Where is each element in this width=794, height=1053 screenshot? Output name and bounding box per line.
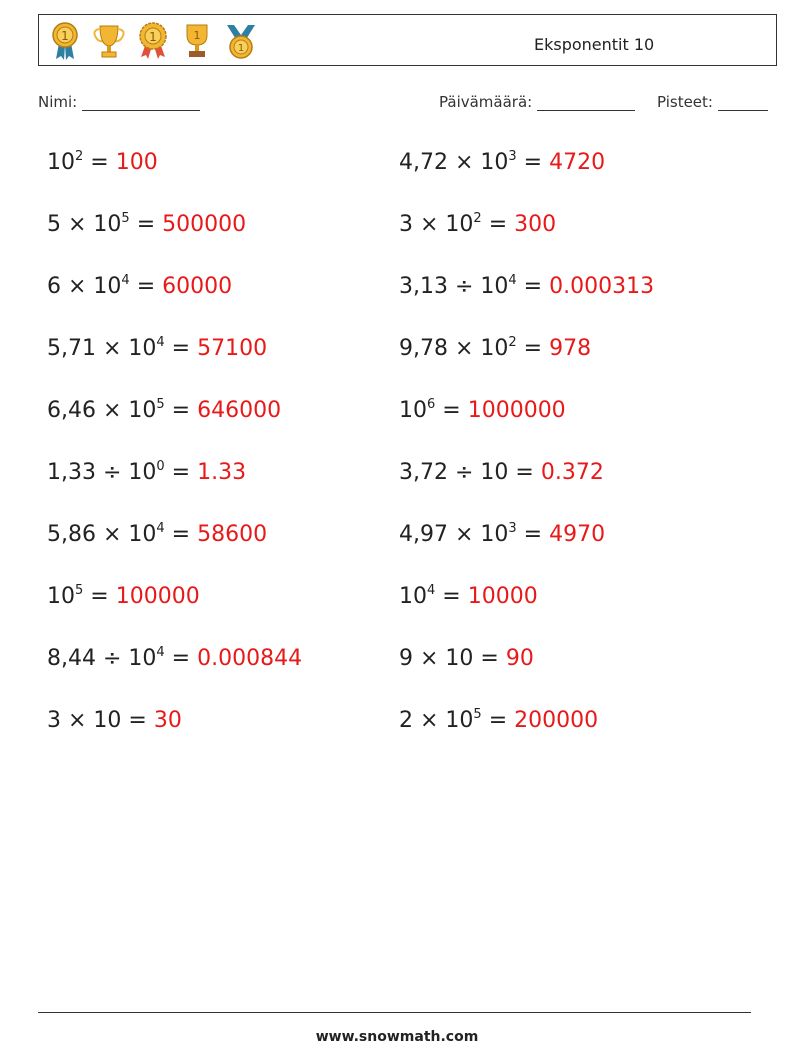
name-field[interactable] [38, 93, 200, 111]
problem-item [399, 460, 604, 486]
footer-divider [38, 1012, 751, 1013]
equals-sign: = [129, 212, 163, 237]
equals-sign: = [164, 398, 198, 423]
problem-exponent: 4 [427, 583, 436, 598]
equals-sign: = [435, 584, 468, 609]
problem-item [47, 646, 302, 672]
equals-sign: = [516, 522, 550, 547]
problem-answer: 58600 [197, 522, 268, 547]
rosette-medal-icon [135, 21, 171, 61]
problem-base: 10 [399, 398, 427, 423]
problem-exponent: 3 [508, 521, 517, 536]
equals-sign: = [164, 522, 198, 547]
problem-base: 2 × 10 [399, 708, 474, 733]
problem-item [399, 646, 534, 672]
problem-item [47, 460, 246, 486]
problem-item [47, 584, 200, 610]
equals-sign: = [473, 646, 506, 671]
svg-text:1: 1 [61, 29, 69, 43]
problem-base: 5,71 × 10 [47, 336, 157, 361]
problem-exponent: 4 [121, 273, 130, 288]
problem-exponent: 0 [156, 459, 165, 474]
problem-answer: 0.000313 [549, 274, 655, 299]
header-box [38, 14, 777, 66]
trophy-cup-icon [91, 21, 127, 61]
problem-item [399, 522, 605, 548]
problem-answer: 60000 [162, 274, 233, 299]
problem-item [47, 398, 281, 424]
equals-sign: = [516, 336, 550, 361]
problem-answer: 1000000 [467, 398, 566, 423]
problem-answer: 100000 [115, 584, 200, 609]
problem-exponent: 5 [156, 397, 165, 412]
equals-sign: = [164, 460, 198, 485]
problem-base: 9,78 × 10 [399, 336, 509, 361]
equals-sign: = [516, 150, 550, 175]
problem-item [399, 336, 591, 362]
name-blank[interactable] [82, 96, 200, 111]
problem-item [47, 150, 158, 176]
problem-exponent: 2 [75, 149, 84, 164]
problem-answer: 300 [514, 212, 557, 237]
problem-base: 6 × 10 [47, 274, 122, 299]
problem-answer: 4720 [549, 150, 606, 175]
equals-sign: = [481, 708, 515, 733]
problem-exponent: 3 [508, 149, 517, 164]
problem-answer: 57100 [197, 336, 268, 361]
problem-item [399, 150, 605, 176]
problem-item [399, 584, 538, 610]
equals-sign: = [129, 274, 163, 299]
problem-item [47, 212, 246, 238]
problem-base: 5 × 10 [47, 212, 122, 237]
problem-answer: 978 [549, 336, 592, 361]
svg-text:1: 1 [149, 30, 157, 44]
problem-answer: 1.33 [197, 460, 247, 485]
problem-answer: 200000 [514, 708, 599, 733]
date-field[interactable] [439, 93, 635, 111]
problem-exponent: 4 [156, 521, 165, 536]
score-label: Pisteet: [657, 93, 713, 111]
equals-sign: = [121, 708, 154, 733]
score-field[interactable] [657, 93, 768, 111]
page-title: Eksponentit 10 [534, 35, 655, 54]
problem-exponent: 4 [156, 335, 165, 350]
problem-item [399, 212, 556, 238]
problem-answer: 30 [153, 708, 182, 733]
problem-exponent: 4 [156, 645, 165, 660]
problem-exponent: 4 [508, 273, 517, 288]
equals-sign: = [481, 212, 515, 237]
svg-text:1: 1 [193, 29, 201, 42]
problem-base: 10 [47, 150, 75, 175]
svg-text:1: 1 [237, 43, 245, 54]
medal-ribbon-icon [47, 21, 83, 61]
medal-icon [223, 21, 259, 61]
problem-base: 8,44 ÷ 10 [47, 646, 157, 671]
problem-base: 3,13 ÷ 10 [399, 274, 509, 299]
problem-base: 6,46 × 10 [47, 398, 157, 423]
score-blank[interactable] [718, 96, 768, 111]
problem-item [47, 274, 232, 300]
problem-base: 3 × 10 [399, 212, 474, 237]
problem-item [47, 522, 267, 548]
equals-sign: = [435, 398, 468, 423]
problem-answer: 4970 [549, 522, 606, 547]
problem-item [399, 274, 654, 300]
problem-answer: 0.000844 [197, 646, 303, 671]
problem-base: 3,72 ÷ 10 [399, 460, 509, 485]
problem-answer: 90 [505, 646, 534, 671]
equals-sign: = [83, 584, 116, 609]
problem-base: 5,86 × 10 [47, 522, 157, 547]
date-blank[interactable] [537, 96, 635, 111]
problem-exponent: 5 [75, 583, 84, 598]
equals-sign: = [508, 460, 541, 485]
problem-base: 9 × 10 [399, 646, 474, 671]
icon-row [47, 21, 259, 61]
problem-item [399, 708, 598, 734]
problem-base: 3 × 10 [47, 708, 122, 733]
problem-exponent: 2 [473, 211, 482, 226]
problem-exponent: 5 [121, 211, 130, 226]
name-label: Nimi: [38, 93, 78, 111]
equals-sign: = [516, 274, 550, 299]
problem-answer: 646000 [197, 398, 282, 423]
footer-url: www.snowmath.com [315, 1029, 479, 1045]
problem-item [47, 336, 267, 362]
problem-item [47, 708, 182, 734]
problem-exponent: 6 [427, 397, 436, 412]
problem-answer: 100 [115, 150, 158, 175]
problem-base: 4,72 × 10 [399, 150, 509, 175]
problem-answer: 0.372 [540, 460, 604, 485]
problem-item [399, 398, 566, 424]
problem-base: 4,97 × 10 [399, 522, 509, 547]
problem-base: 10 [399, 584, 427, 609]
problem-base: 10 [47, 584, 75, 609]
problem-base: 1,33 ÷ 10 [47, 460, 157, 485]
problem-exponent: 2 [508, 335, 517, 350]
problem-exponent: 5 [473, 707, 482, 722]
equals-sign: = [164, 646, 198, 671]
problem-answer: 10000 [467, 584, 538, 609]
date-label: Päivämäärä: [439, 93, 533, 111]
trophy-icon [179, 21, 215, 61]
equals-sign: = [83, 150, 116, 175]
equals-sign: = [164, 336, 198, 361]
problem-answer: 500000 [162, 212, 247, 237]
